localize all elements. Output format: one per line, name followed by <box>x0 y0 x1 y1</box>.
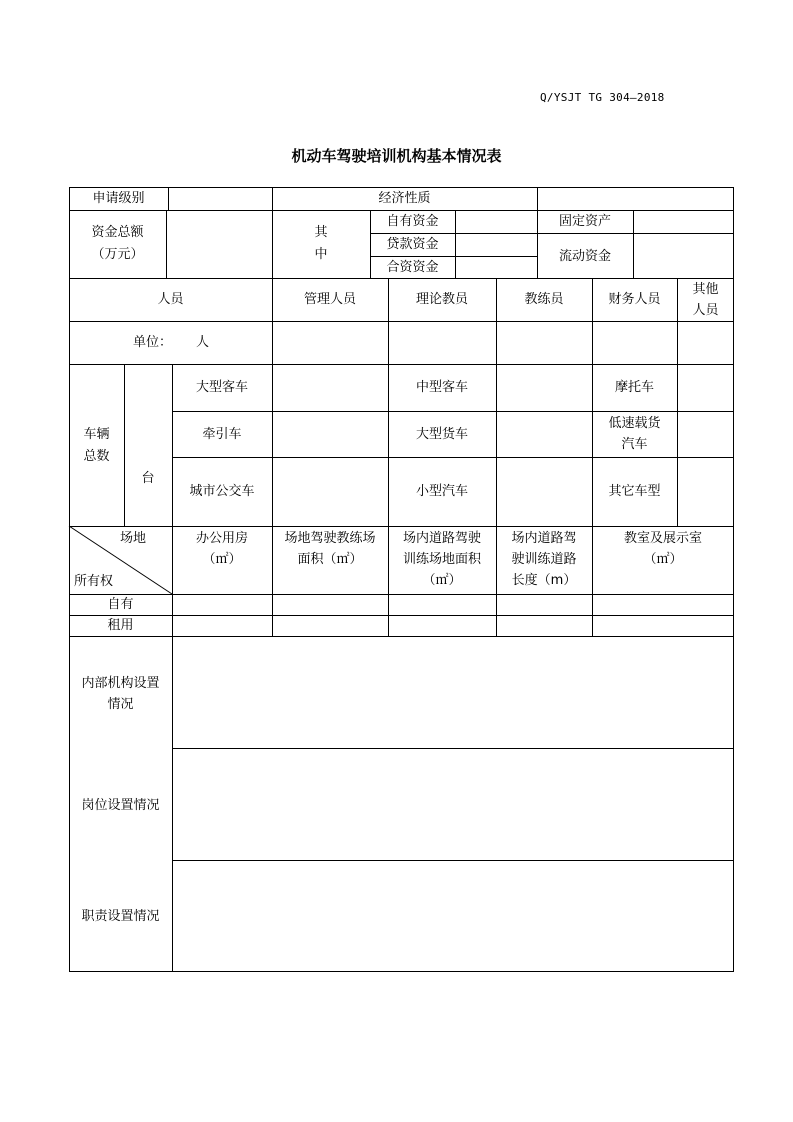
tractor-label: 牵引车 <box>202 427 242 442</box>
vehicles-label-2: 总数 <box>83 449 110 464</box>
site-corner-bottom-label: 所有权 <box>74 574 114 589</box>
among-label-2: 中 <box>314 247 328 262</box>
internal-org-label-2: 情况 <box>107 697 134 712</box>
owned-label: 自有 <box>107 597 134 612</box>
road-area-label-1: 场内道路驾驶 <box>402 531 481 546</box>
finance-staff-label: 财务人员 <box>608 292 661 307</box>
duty-setup-label: 职责设置情况 <box>81 909 160 924</box>
economic-nature-label: 经济性质 <box>378 191 431 206</box>
management-staff-label: 管理人员 <box>303 292 356 307</box>
vehicles-label-1: 车辆 <box>83 427 110 442</box>
other-staff-label-2: 人员 <box>692 303 719 318</box>
road-length-label-2: 驶训练道路 <box>511 552 577 567</box>
vehicles-unit-label: 台 <box>141 471 155 486</box>
low-speed-truck-label-1: 低速载货 <box>608 416 661 431</box>
road-area-label-2: 训练场地面积 <box>402 552 481 567</box>
internal-org-label-1: 内部机构设置 <box>81 676 160 691</box>
among-label-1: 其 <box>314 225 328 240</box>
large-bus-label: 大型客车 <box>195 380 248 395</box>
joint-funds-label: 合资资金 <box>386 260 439 275</box>
staff-label: 人员 <box>157 292 184 307</box>
document-code: Q/YSJT TG 304—2018 <box>540 91 665 104</box>
theory-teacher-label: 理论教员 <box>415 292 468 307</box>
own-funds-label: 自有资金 <box>386 214 439 229</box>
office-label-1: 办公用房 <box>195 531 248 546</box>
classroom-label-1: 教室及展示室 <box>623 531 702 546</box>
unit-label: 单位： <box>133 335 173 350</box>
apply-level-label: 申请级别 <box>92 191 145 206</box>
rented-label: 租用 <box>107 618 134 633</box>
low-speed-truck-label-2: 汽车 <box>621 437 648 452</box>
field-area-label-1: 场地驾驶教练场 <box>284 531 376 546</box>
small-car-label: 小型汽车 <box>415 484 468 499</box>
large-truck-label: 大型货车 <box>415 427 468 442</box>
medium-bus-label: 中型客车 <box>415 380 468 395</box>
city-bus-label: 城市公交车 <box>189 484 255 499</box>
other-vehicle-label: 其它车型 <box>608 484 661 499</box>
funds-total-label: 资金总额 <box>91 225 144 240</box>
unit-value: 人 <box>196 335 210 350</box>
funds-unit-label: （万元） <box>91 247 144 262</box>
current-funds-label: 流动资金 <box>558 249 611 264</box>
road-area-label-3: （㎡） <box>422 573 462 588</box>
road-length-label-3: 长度（m） <box>511 573 577 588</box>
office-label-2: （㎡） <box>202 552 242 567</box>
road-length-label-1: 场内道路驾 <box>511 531 577 546</box>
motorcycle-label: 摩托车 <box>614 380 654 395</box>
site-corner-top-label: 场地 <box>120 531 147 546</box>
fixed-assets-label: 固定资产 <box>558 214 611 229</box>
other-staff-label-1: 其他 <box>692 282 719 297</box>
coach-label: 教练员 <box>524 292 564 307</box>
position-setup-label: 岗位设置情况 <box>81 798 160 813</box>
field-area-label-2: 面积（㎡） <box>297 552 363 567</box>
classroom-label-2: （㎡） <box>643 552 683 567</box>
loan-funds-label: 贷款资金 <box>386 237 439 252</box>
page-title: 机动车驾驶培训机构基本情况表 <box>291 147 502 165</box>
